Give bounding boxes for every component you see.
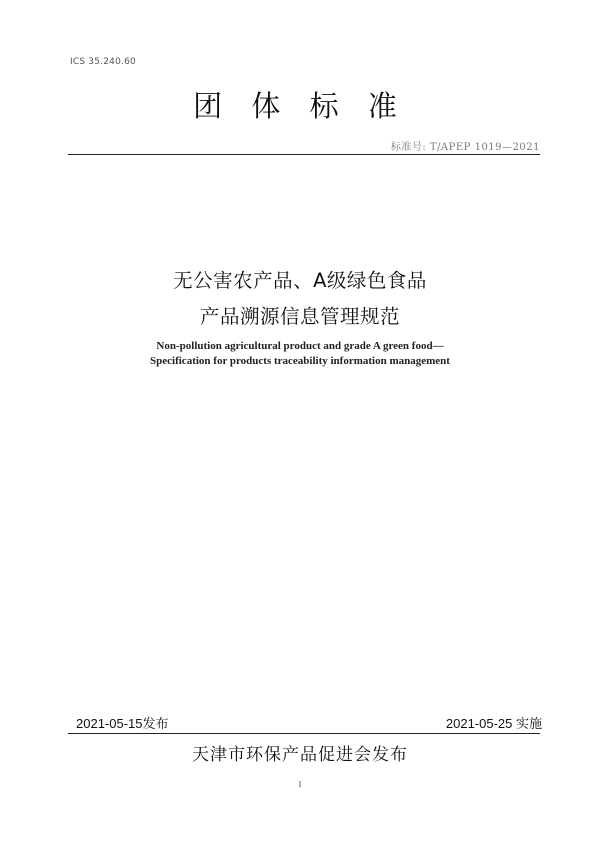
document-title-cn-line1: 无公害农产品、A级绿色食品: [173, 269, 427, 292]
footer-divider: [68, 733, 540, 734]
header-divider: [68, 154, 540, 155]
publish-date: 2021-05-15发布: [76, 716, 169, 731]
page-number: I: [298, 780, 302, 789]
standard-type-title: 团 体 标 准: [193, 89, 407, 123]
document-title-cn-line2: 产品溯源信息管理规范: [199, 305, 400, 328]
ics-code: ICS 35.240.60: [70, 57, 136, 67]
document-title-en-line1: Non-pollution agricultural product and grade A green food—: [156, 340, 444, 352]
standard-number: 标准号: T/APEP 1019—2021: [390, 142, 540, 153]
issuer: 天津市环保产品促进会发布: [192, 745, 408, 765]
implement-date: 2021-05-25 实施: [445, 716, 542, 731]
document-title-en-line2: Specification for products traceability information management: [150, 355, 450, 367]
